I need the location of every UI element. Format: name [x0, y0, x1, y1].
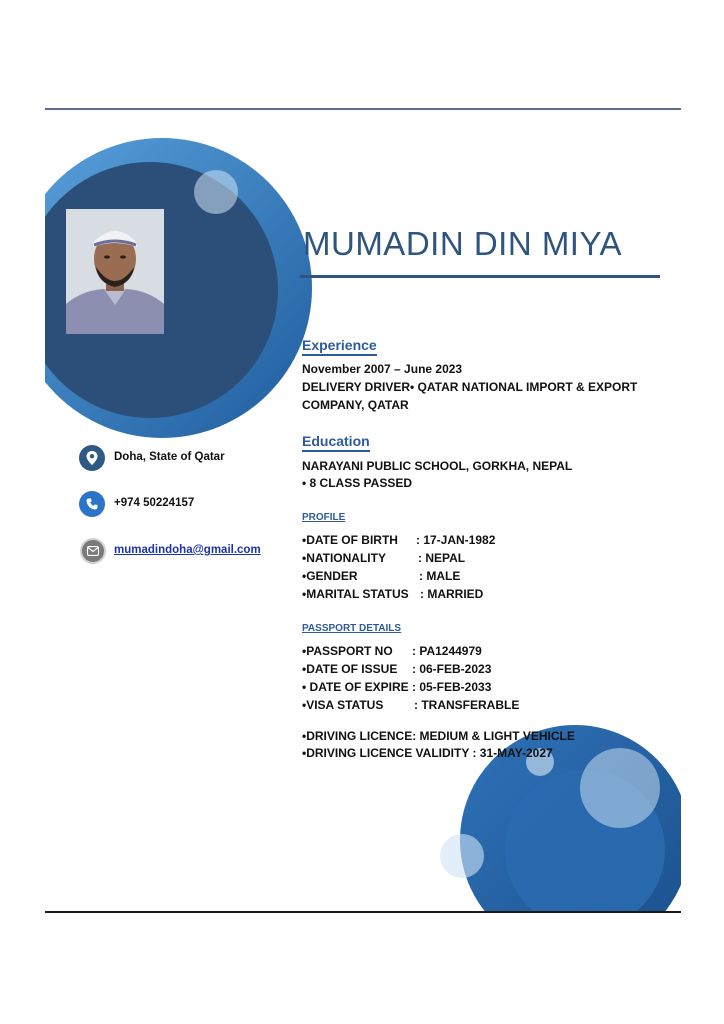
education-school: NARAYANI PUBLIC SCHOOL, GORKHA, NEPAL	[302, 459, 573, 473]
location-icon	[79, 445, 105, 471]
bottom-divider	[45, 911, 681, 913]
top-divider	[45, 108, 681, 110]
name-underline	[300, 275, 660, 278]
profile-photo	[66, 209, 164, 334]
profile-row: •MARITAL STATUS : MARRIED	[302, 587, 484, 601]
driving-licence: •DRIVING LICENCE: MEDIUM & LIGHT VEHICLE	[302, 729, 575, 743]
profile-list	[302, 531, 495, 603]
experience-role: DELIVERY DRIVER• QATAR NATIONAL IMPORT & EXPORT	[302, 380, 638, 394]
education-grade: • 8 CLASS PASSED	[302, 476, 413, 490]
passport-row: • DATE OF EXPIRE : 05-FEB-2033	[302, 680, 492, 694]
experience-period: November 2007 – June 2023	[302, 362, 463, 376]
education-heading: Education	[302, 433, 370, 452]
passport-row: •PASSPORT NO : PA1244979	[302, 644, 482, 658]
profile-row: •DATE OF BIRTH : 17-JAN-1982	[302, 533, 496, 547]
passport-row: •DATE OF ISSUE : 06-FEB-2023	[302, 662, 492, 676]
small-light-bubble	[194, 170, 238, 214]
light-bubble-right	[580, 748, 660, 828]
experience-heading: Experience	[302, 337, 377, 356]
light-bubble-left	[440, 834, 484, 878]
phone-text: +974 50224157	[114, 497, 195, 509]
location-text: Doha, State of Qatar	[114, 451, 225, 463]
passport-row: •VISA STATUS : TRANSFERABLE	[302, 698, 520, 712]
profile-row: •NATIONALITY : NEPAL	[302, 551, 466, 565]
driving-licence-validity: •DRIVING LICENCE VALIDITY : 31-MAY-2027	[302, 746, 553, 760]
experience-company: COMPANY, QATAR	[302, 398, 409, 412]
candidate-name: MUMADIN DIN MIYA	[303, 225, 623, 262]
email-icon	[80, 538, 106, 564]
profile-row: •GENDER : MALE	[302, 569, 461, 583]
email-link[interactable]: mumadindoha@gmail.com	[114, 544, 261, 556]
portrait-illustration	[66, 209, 164, 334]
phone-icon	[79, 491, 105, 517]
passport-list	[302, 642, 519, 714]
passport-heading: PASSPORT DETAILS	[302, 623, 402, 634]
profile-heading: PROFILE	[302, 512, 346, 523]
